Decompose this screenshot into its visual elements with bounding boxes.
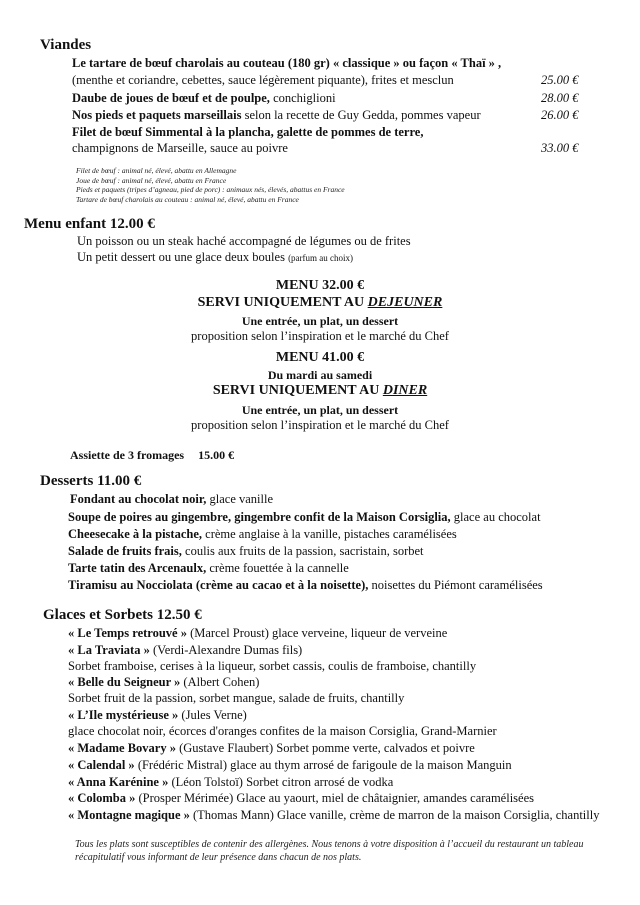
section-title-menu-enfant: Menu enfant 12.00 € — [24, 216, 155, 232]
allergen-notice: Tous les plats sont susceptibles de contenir des allergènes. Nous tenons à votre disposition à l’accueil du restaurant un tableau récapitulatif vous informant de leur présence dans chacun de nos plats. — [75, 839, 584, 863]
dessert-item: Fondant au chocolat noir, glace vanille — [70, 492, 274, 506]
item-price: 28.00 € — [541, 91, 579, 105]
fromages-line: Assiette de 3 fromages 15.00 € — [70, 448, 235, 462]
menu-diner-formula: Une entrée, un plat, un dessert — [241, 403, 399, 417]
glace-line: « Anna Karénine » (Léon Tolstoï) Sorbet citron arrosé de vodka — [68, 775, 394, 789]
menu-diner-title: MENU 41.00 € — [275, 350, 365, 365]
glace-line: « Le Temps retrouvé » (Marcel Proust) glace verveine, liqueur de verveine — [68, 626, 448, 640]
origin-note: Joue de bœuf : animal né, élevé, abattu en France — [76, 175, 227, 185]
menu-enfant-line: Un petit dessert ou une glace deux boules (parfum au choix) — [77, 250, 354, 264]
item-name: Nos pieds et paquets marseillais — [72, 108, 242, 122]
menu-enfant-line: Un poisson ou un steak haché accompagné de légumes ou de frites — [77, 234, 411, 248]
item-name: Filet de bœuf Simmental à la plancha, galette de pommes de terre, — [72, 125, 424, 139]
item-description: (menthe et coriandre, cebettes, sauce légèrement piquante), frites et mesclun — [72, 73, 454, 87]
menu-dejeuner-served: SERVI UNIQUEMENT AU DEJEUNER — [197, 295, 443, 310]
glace-line: glace chocolat noir, écorces d'oranges confites de la maison Corsiglia, Grand-Marnier — [68, 724, 497, 738]
menu-dejeuner-title: MENU 32.00 € — [275, 278, 365, 293]
item-name: Daube de joues de bœuf et de poulpe, — [72, 91, 270, 105]
item-description: conchiglioni — [269, 91, 336, 105]
glace-line: « L’Ile mystérieuse » (Jules Verne) — [68, 708, 247, 722]
origin-notes — [76, 166, 345, 204]
glace-line: « La Traviata » (Verdi-Alexandre Dumas fils) — [68, 643, 303, 657]
menu-dejeuner-description: proposition selon l’inspiration et le marché du Chef — [191, 329, 449, 343]
menu-diner-description: proposition selon l’inspiration et le marché du Chef — [191, 418, 449, 432]
origin-note: Filet de bœuf : animal né, élevé, abattu en Allemagne — [76, 166, 237, 175]
menu-diner-served: SERVI UNIQUEMENT AU DINER — [212, 383, 428, 398]
item-price: 33.00 € — [541, 141, 579, 155]
glace-line: « Montagne magique » (Thomas Mann) Glace vanille, crème de marron de la maison Corsiglia, chantilly — [68, 808, 600, 822]
item-name: Le tartare de bœuf charolais au couteau (180 gr) « classique » ou façon « Thaï » , — [72, 56, 502, 70]
glace-line: Sorbet fruit de la passion, sorbet mangue, salade de fruits, chantilly — [68, 691, 405, 705]
glace-line: « Colomba » (Prosper Mérimée) Glace au yaourt, miel de châtaignier, amandes caramélisées — [68, 791, 535, 805]
section-title-viandes: Viandes — [40, 37, 92, 53]
glace-line: « Madame Bovary » (Gustave Flaubert) Sorbet pomme verte, calvados et poivre — [68, 741, 475, 755]
item-description: champignons de Marseille, sauce au poivre — [72, 141, 288, 155]
section-title-glaces: Glaces et Sorbets 12.50 € — [43, 607, 202, 623]
dessert-item: Tiramisu au Nocciolata (crème au cacao et à la noisette), noisettes du Piémont caramélisées — [68, 578, 543, 592]
item-description: selon la recette de Guy Gedda, pommes vapeur — [241, 108, 481, 122]
menu-diner-days: Du mardi au samedi — [267, 368, 373, 382]
item-price: 25.00 € — [541, 73, 579, 87]
dessert-item: Salade de fruits frais, coulis aux fruits de la passion, sacristain, sorbet — [68, 544, 424, 558]
origin-note: Pieds et paquets (tripes d’agneau, pied de porc) : animaux nés, élevés, abattus en France — [76, 185, 345, 194]
glace-line: Sorbet framboise, cerises à la liqueur, sorbet cassis, coulis de framboise, chantilly — [68, 659, 477, 673]
menu-dejeuner-formula: Une entrée, un plat, un dessert — [241, 314, 399, 328]
origin-note: Tartare de bœuf charolais au couteau : animal né, élevé, abattu en France — [76, 194, 299, 204]
dessert-item: Tarte tatin des Arcenaulx, crème fouettée à la cannelle — [68, 561, 349, 575]
item-price: 26.00 € — [541, 108, 579, 122]
glace-line: « Calendal » (Frédéric Mistral) glace au thym arrosé de farigoule de la maison Manguin — [68, 758, 512, 772]
section-title-desserts: Desserts 11.00 € — [40, 473, 142, 489]
dessert-item: Soupe de poires au gingembre, gingembre confit de la Maison Corsiglia, glace au chocolat — [68, 510, 541, 524]
glace-line: « Belle du Seigneur » (Albert Cohen) — [68, 675, 260, 689]
dessert-item: Cheesecake à la pistache, crème anglaise à la vanille, pistaches caramélisées — [68, 527, 457, 541]
